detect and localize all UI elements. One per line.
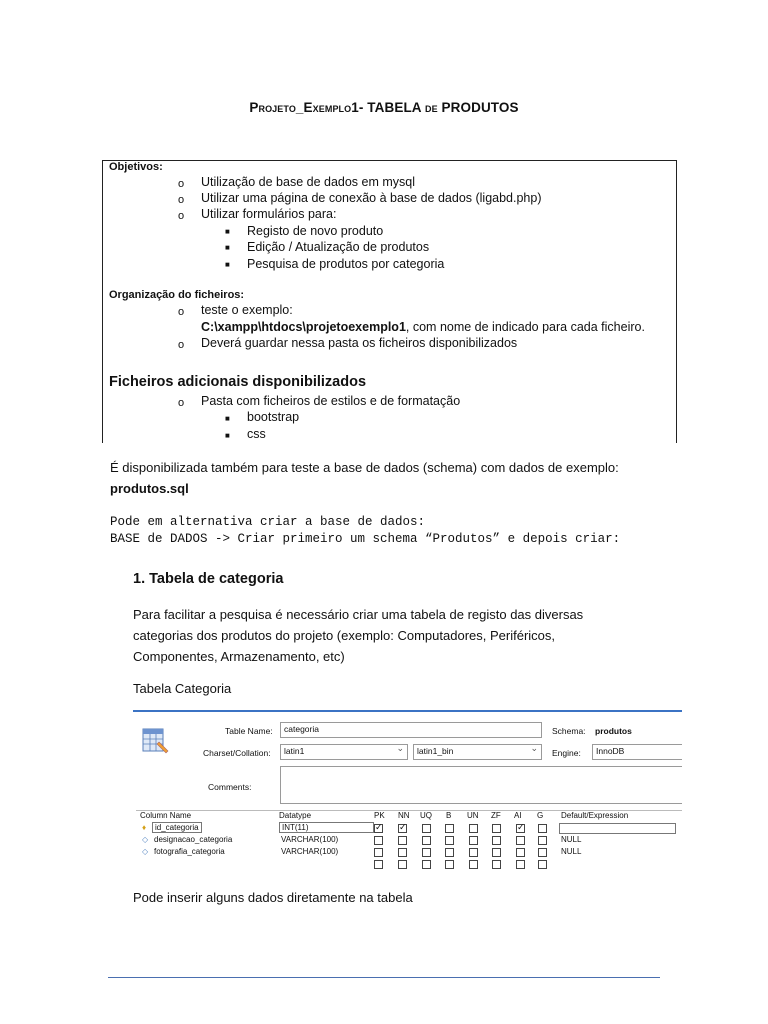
un-checkbox[interactable]: [469, 848, 478, 857]
section-title: 1. Tabela de categoria: [133, 571, 284, 587]
table-row[interactable]: ♦ id_categoria INT(11) ✓ ✓ ✓: [136, 823, 682, 835]
extra-files-subitem: bootstrap: [247, 410, 300, 424]
mono-line-2: BASE de DADOS -> Criar primeiro um schema “Produtos” e depois criar:: [110, 532, 621, 546]
table-name-label: Table Name:: [225, 726, 273, 736]
un-checkbox[interactable]: [469, 860, 478, 869]
ai-checkbox[interactable]: [516, 824, 525, 833]
g-checkbox[interactable]: [538, 860, 547, 869]
nn-checkbox[interactable]: [398, 848, 407, 857]
objectives-box: [102, 160, 677, 443]
objective-item: Utilização de base de dados em mysql: [201, 175, 416, 189]
organization-item: teste o exemplo:: [201, 303, 293, 317]
schema-file: produtos.sql: [110, 481, 189, 496]
grid-header: Column Name Datatype PK NN UQ B UN ZF AI G Default/Expression: [140, 811, 629, 820]
b-checkbox[interactable]: [445, 848, 454, 857]
path-suffix: , com nome de indicado para cada ficheiro.: [405, 320, 645, 334]
table-row-empty[interactable]: [136, 859, 682, 870]
charset-label: Charset/Collation:: [203, 748, 271, 758]
extra-files-item: Pasta com ficheiros de estilos e de formatação: [201, 394, 461, 408]
figure-caption: Tabela Categoria: [133, 681, 232, 696]
objective-subitem: Registo de novo produto: [247, 224, 384, 238]
comments-label: Comments:: [208, 782, 252, 792]
zf-checkbox[interactable]: [492, 836, 501, 845]
square-bullet-icon: ■: [225, 414, 230, 423]
circle-bullet-icon: o: [178, 178, 185, 190]
b-checkbox[interactable]: [445, 836, 454, 845]
zf-checkbox[interactable]: [492, 824, 501, 833]
g-checkbox[interactable]: [538, 824, 547, 833]
square-bullet-icon: ■: [225, 260, 230, 269]
table-row[interactable]: ◇ designacao_categoria VARCHAR(100) NULL: [142, 835, 582, 844]
circle-bullet-icon: o: [178, 194, 185, 206]
objective-subitem: Pesquisa de produtos por categoria: [247, 257, 445, 271]
uq-checkbox[interactable]: [422, 836, 431, 845]
document-title: Projeto_Exemplo1- TABELA de PRODUTOS: [249, 100, 519, 115]
schema-note: É disponibilizada também para teste a base de dados (schema) com dados de exemplo:: [110, 460, 619, 475]
collation-select[interactable]: latin1_bin ⌄: [413, 744, 542, 760]
extra-files-subitem: css: [247, 427, 266, 441]
organization-heading: Organização do ficheiros:: [109, 289, 245, 301]
schema-label: Schema:: [552, 726, 586, 736]
engine-label: Engine:: [552, 748, 581, 758]
pk-checkbox[interactable]: [374, 848, 383, 857]
circle-bullet-icon: o: [178, 210, 185, 222]
g-checkbox[interactable]: [538, 848, 547, 857]
comments-input[interactable]: [280, 766, 682, 804]
charset-select[interactable]: latin1 ⌄: [280, 744, 408, 760]
table-icon: [141, 726, 171, 756]
square-bullet-icon: ■: [225, 431, 230, 440]
b-checkbox[interactable]: [445, 824, 454, 833]
objective-subitem: Edição / Atualização de produtos: [247, 240, 430, 254]
path-text: C:\xampp\htdocs\projetoexemplo1: [201, 320, 406, 334]
objectives-heading: Objetivos:: [109, 161, 163, 173]
pk-checkbox[interactable]: [374, 836, 383, 845]
table-name-input[interactable]: categoria: [280, 722, 542, 738]
circle-bullet-icon: o: [178, 339, 185, 351]
organization-path: [201, 320, 645, 334]
ai-checkbox[interactable]: [516, 860, 525, 869]
un-checkbox[interactable]: [469, 836, 478, 845]
zf-checkbox[interactable]: [492, 860, 501, 869]
zf-checkbox[interactable]: [492, 848, 501, 857]
organization-item: Deverá guardar nessa pasta os ficheiros disponibilizados: [201, 336, 518, 350]
square-bullet-icon: ■: [225, 243, 230, 252]
objective-item: Utilizar formulários para:: [201, 207, 337, 221]
uq-checkbox[interactable]: [422, 860, 431, 869]
schema-value: produtos: [595, 726, 632, 736]
circle-bullet-icon: o: [178, 397, 185, 409]
column-icon: ◇: [142, 847, 149, 856]
pk-checkbox[interactable]: [374, 860, 383, 869]
nn-checkbox[interactable]: [398, 836, 407, 845]
engine-select[interactable]: InnoDB: [592, 744, 682, 760]
column-icon: ◇: [142, 835, 149, 844]
table-editor-screenshot: [133, 710, 682, 870]
pk-checkbox[interactable]: [374, 824, 383, 833]
extra-files-heading: Ficheiros adicionais disponibilizados: [109, 374, 367, 390]
ai-checkbox[interactable]: [516, 836, 525, 845]
circle-bullet-icon: o: [178, 306, 185, 318]
ai-checkbox[interactable]: [516, 848, 525, 857]
nn-checkbox[interactable]: [398, 860, 407, 869]
nn-checkbox[interactable]: [398, 824, 407, 833]
section-paragraph: Para facilitar a pesquisa é necessário criar uma tabela de registo das diversas categorias dos produtos do projeto (exemplo: Computadores, Periféricos, Componentes, Armazenamento, etc): [133, 607, 584, 664]
uq-checkbox[interactable]: [422, 824, 431, 833]
b-checkbox[interactable]: [445, 860, 454, 869]
un-checkbox[interactable]: [469, 824, 478, 833]
mono-line-1: Pode em alternativa criar a base de dados:: [110, 515, 426, 529]
g-checkbox[interactable]: [538, 836, 547, 845]
closing-paragraph: Pode inserir alguns dados diretamente na tabela: [133, 890, 413, 905]
objective-item: Utilizar uma página de conexão à base de dados (ligabd.php): [201, 191, 542, 205]
key-icon: ♦: [142, 823, 147, 832]
uq-checkbox[interactable]: [422, 848, 431, 857]
columns-grid: [136, 810, 682, 870]
square-bullet-icon: ■: [225, 227, 230, 236]
footer-divider: [108, 977, 660, 978]
table-row[interactable]: ◇ fotografia_categoria VARCHAR(100) NULL: [142, 847, 582, 856]
